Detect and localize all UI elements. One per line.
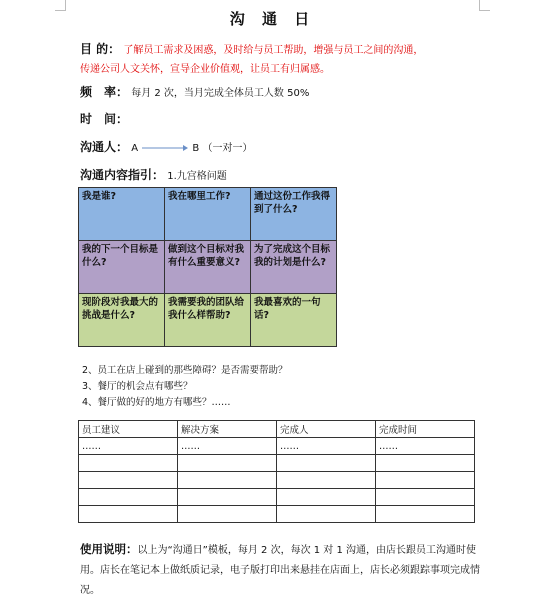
table-cell: …… [178,438,277,455]
purpose-line-1 [80,40,423,57]
table-cell [277,472,376,489]
frequency-label: 频 率： [80,85,129,99]
arrow-right-icon [141,144,189,152]
grid-row [79,294,337,347]
table-cell [178,472,277,489]
table-cell [376,455,475,472]
purpose-text-1: 了解员工需求及困惑，及时给与员工帮助，增强与员工之间的沟通， [123,45,424,56]
guide-label: 沟通内容指引： [80,168,165,182]
purpose-label: 目 的： [80,42,121,56]
grid-row [79,241,337,294]
grid-cell: 为了完成这个目标我的计划是什么? [251,241,337,294]
usage-label: 使用说明： [80,542,138,556]
table-cell [376,472,475,489]
table-row [79,472,475,489]
table-cell [277,455,376,472]
question-item: 3、餐厅的机会点有哪些？ [82,381,193,392]
table-header-row [79,421,475,438]
usage-note [80,539,480,601]
table-row [79,506,475,523]
table-row [79,489,475,506]
table-cell [277,506,376,523]
table-header-cell: 员工建议 [79,421,178,438]
guide-line [80,166,227,183]
table-row [79,438,475,455]
communicator-b: B [192,143,200,154]
table-header-cell: 完成时间 [376,421,475,438]
table-header-cell: 完成人 [277,421,376,438]
question-item: 2、员工在店上碰到的那些障碍？是否需要帮助？ [82,365,288,376]
usage-text: 以上为“沟通日”模板，每月 2 次，每次 1 对 1 沟通，由店长跟员工沟通时使用。店长在笔记本上做纸质记录，电子版打印出来悬挂在店面上，店长必须跟踪事项完成情况。 [80,545,480,596]
table-cell [178,455,277,472]
communicator-mode: （一对一） [202,143,253,154]
communicator-line [80,138,252,155]
nine-grid-table [78,187,337,347]
action-plan-table [78,420,475,523]
grid-cell: 通过这份工作我得到了什么? [251,188,337,241]
table-cell [178,506,277,523]
guide-value: 1.九宫格问题 [167,171,227,182]
frequency-line [80,83,309,100]
page-title: 沟 通 日 [229,10,316,28]
frequency-value: 每月 2 次，当月完成全体员工人数 50% [131,88,310,99]
table-cell [178,489,277,506]
time-line [80,110,128,127]
purpose-text-2: 传递公司人文关怀，宣导企业价值观，让员工有归属感。 [80,64,330,75]
communicator-label: 沟通人： [80,140,129,154]
table-header-cell: 解决方案 [178,421,277,438]
table-cell [79,472,178,489]
table-cell [376,489,475,506]
communicator-a: A [131,143,139,154]
grid-cell: 现阶段对我最大的挑战是什么? [79,294,165,347]
grid-row [79,188,337,241]
question-item: 4、餐厅做的好的地方有哪些？…… [82,397,231,408]
table-cell: …… [376,438,475,455]
table-cell [79,489,178,506]
table-cell [79,455,178,472]
table-cell: …… [277,438,376,455]
table-cell [79,506,178,523]
grid-cell: 我在哪里工作? [165,188,251,241]
table-cell: …… [79,438,178,455]
grid-cell: 我最喜欢的一句话? [251,294,337,347]
time-label: 时 间： [80,112,129,126]
grid-cell: 我需要我的团队给我什么样帮助? [165,294,251,347]
grid-cell: 我是谁? [79,188,165,241]
table-cell [277,489,376,506]
grid-cell: 我的下一个目标是什么? [79,241,165,294]
table-row [79,455,475,472]
table-cell [376,506,475,523]
grid-cell: 做到这个目标对我有什么重要意义? [165,241,251,294]
